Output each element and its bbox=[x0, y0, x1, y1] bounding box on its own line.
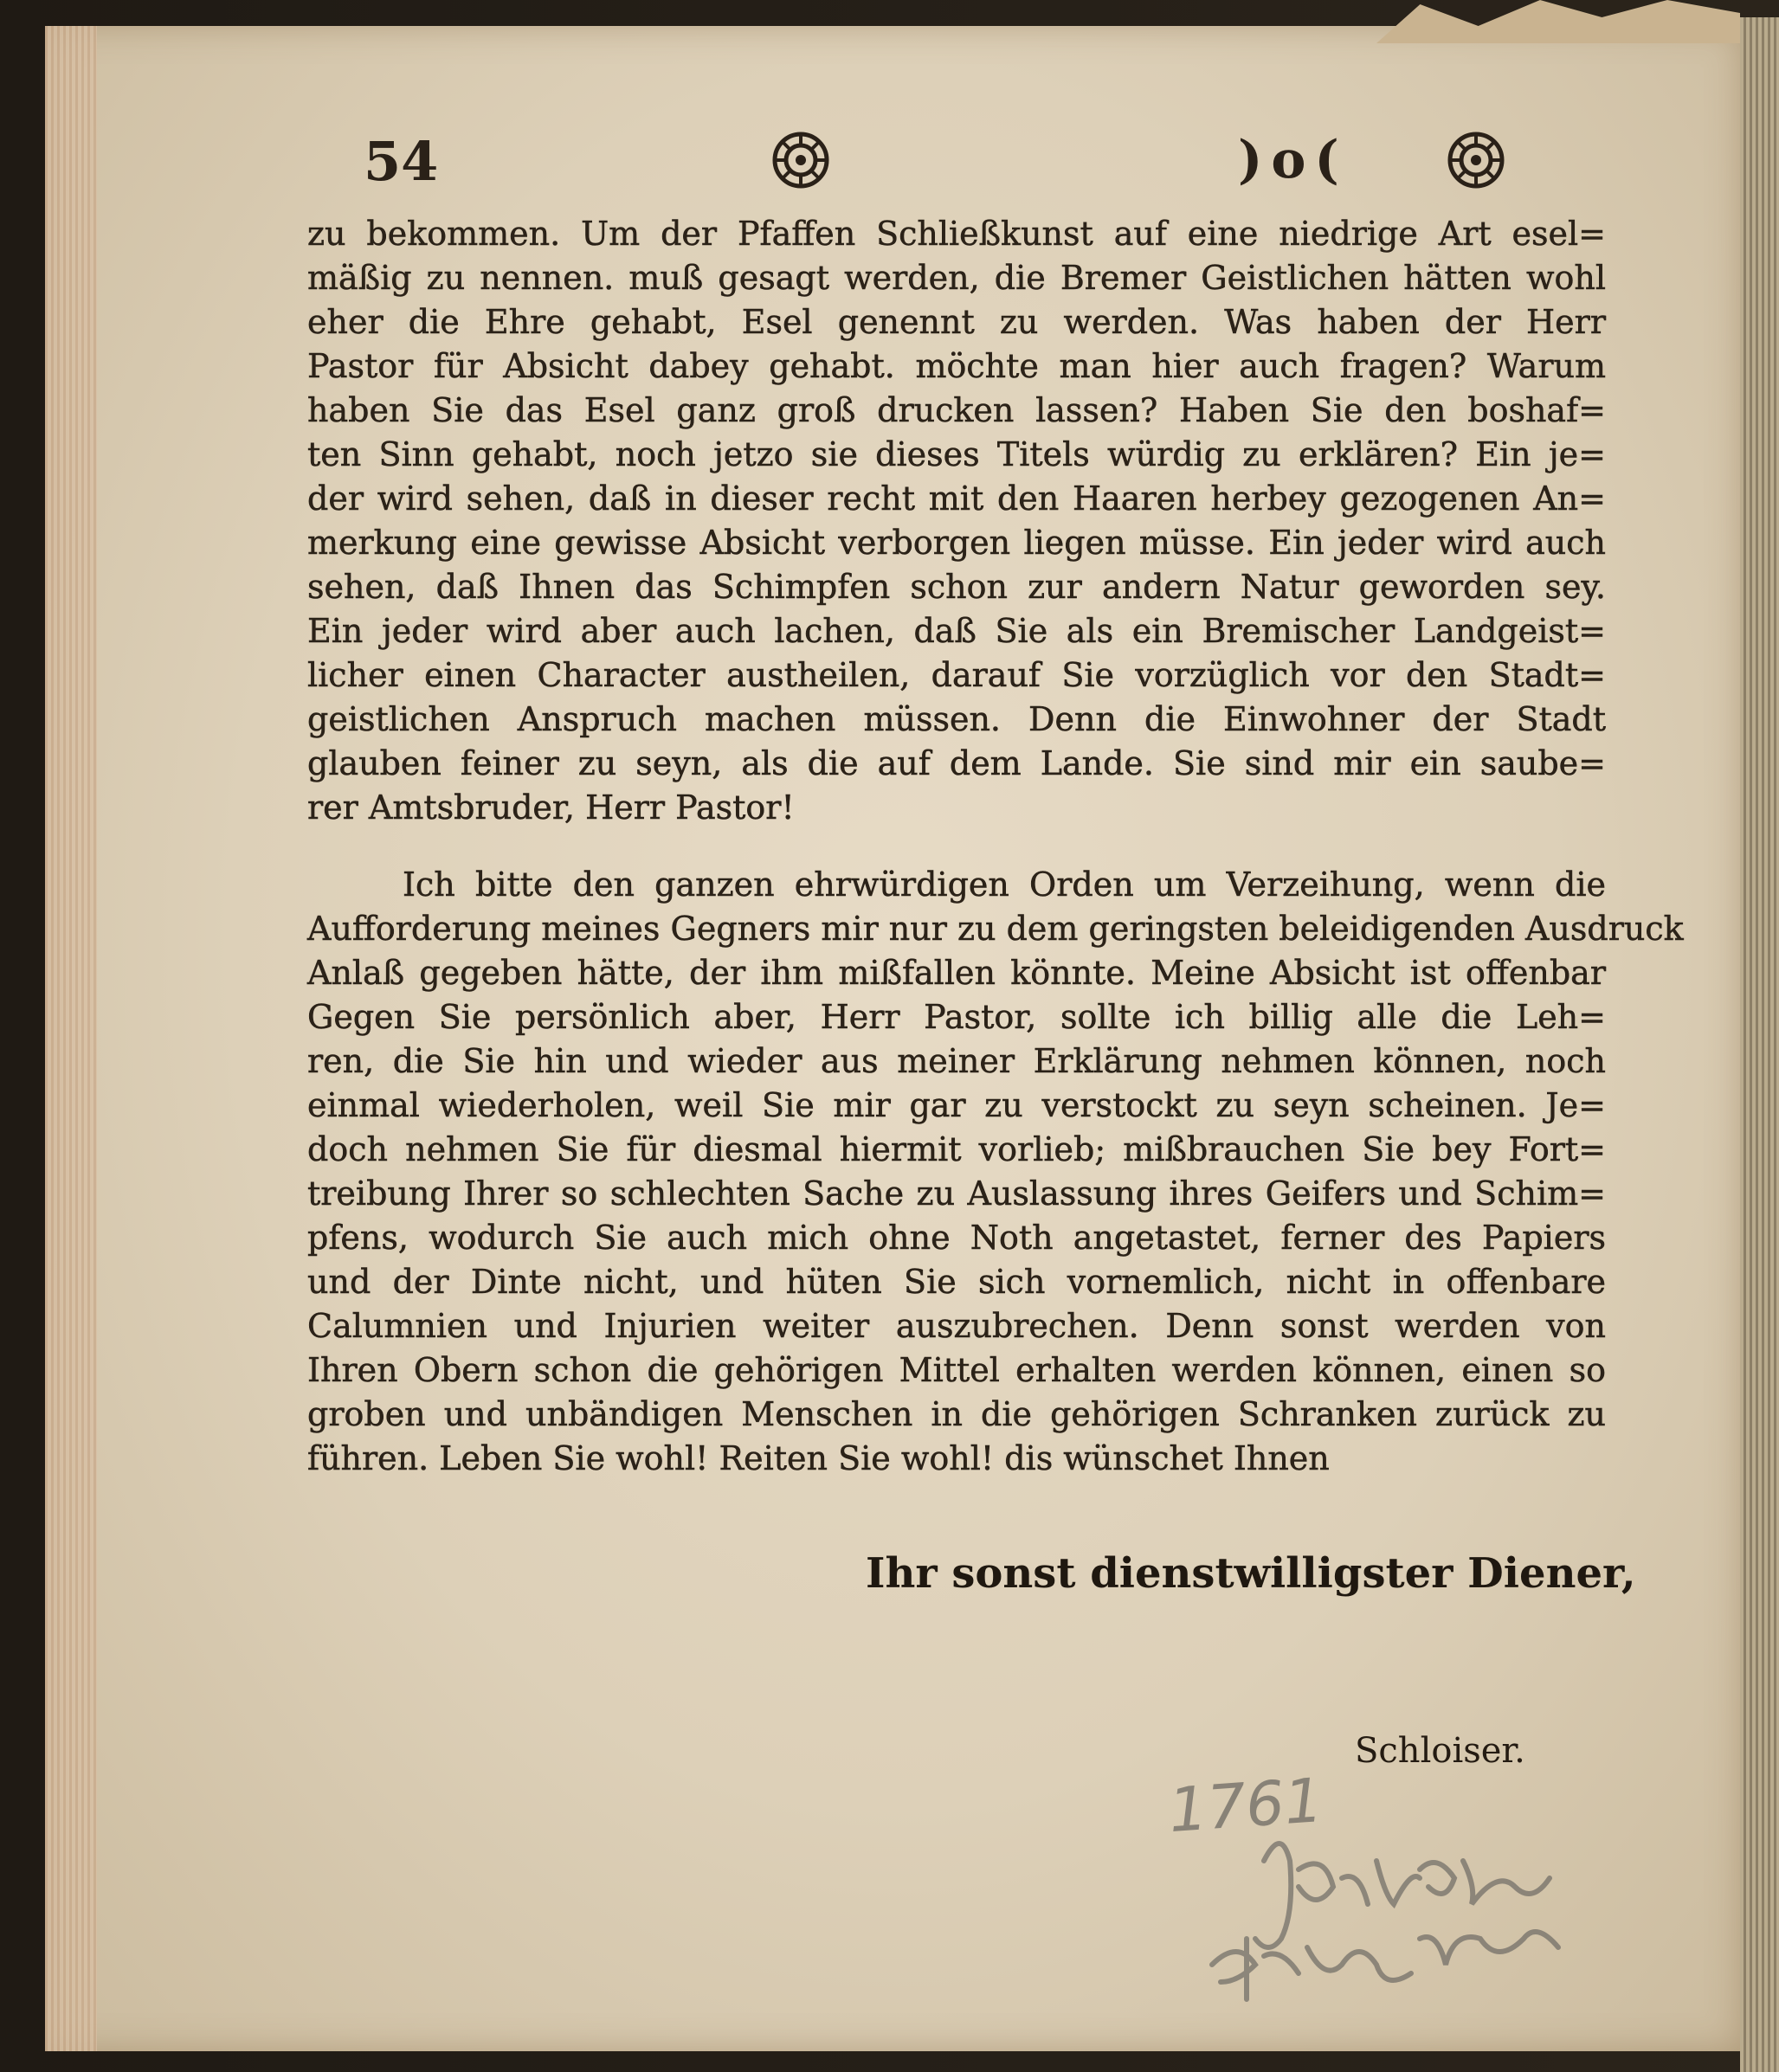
text-line: eher die Ehre gehabt, Esel genennt zu werden. Was haben der Herr bbox=[307, 303, 1606, 341]
page-number: 54 bbox=[364, 130, 439, 193]
text-line: doch nehmen Sie für diesmal hiermit vorlieb; mißbrauchen Sie bey Fort= bbox=[307, 1130, 1606, 1168]
text-line: glauben feiner zu seyn, als die auf dem Lande. Sie sind mir ein saube= bbox=[307, 744, 1606, 782]
paragraph-2 bbox=[307, 863, 1684, 1481]
text-line: treibung Ihrer so schlechten Sache zu Auslassung ihres Geifers und Schim= bbox=[307, 1174, 1606, 1213]
header-mark: )o( bbox=[1238, 130, 1348, 190]
text-line: der wird sehen, daß in dieser recht mit den Haaren herbey gezogenen An= bbox=[307, 479, 1606, 518]
paragraph-1 bbox=[307, 212, 1606, 830]
text-line: pfens, wodurch Sie auch mich ohne Noth angetastet, ferner des Papiers bbox=[307, 1219, 1606, 1257]
text-line: Ein jeder wird aber auch lachen, daß Sie als ein Bremischer Landgeist= bbox=[307, 612, 1606, 650]
rosette-ornament-icon bbox=[1446, 130, 1506, 190]
page-header bbox=[364, 130, 1662, 199]
text-line: licher einen Character austheilen, darauf Sie vorzüglich vor den Stadt= bbox=[307, 656, 1606, 694]
text-line: mäßig zu nennen. muß gesagt werden, die Bremer Geistlichen hätten wohl bbox=[307, 259, 1606, 297]
text-line: haben Sie das Esel ganz groß drucken lassen? Haben Sie den boshaf= bbox=[307, 391, 1606, 429]
text-line: sehen, daß Ihnen das Schimpfen schon zur andern Natur geworden sey. bbox=[307, 568, 1606, 606]
text-line: zu bekommen. Um der Pfaffen Schließkunst auf eine niedrige Art esel= bbox=[307, 215, 1606, 253]
body-text bbox=[307, 212, 1684, 1481]
page-edge-right bbox=[1740, 17, 1779, 2072]
page-edge-left bbox=[45, 26, 97, 2051]
text-line: einmal wiederholen, weil Sie mir gar zu verstockt zu seyn scheinen. Je= bbox=[307, 1086, 1606, 1124]
text-line: rer Amtsbruder, Herr Pastor! bbox=[307, 788, 795, 827]
text-line: Pastor für Absicht dabey gehabt. möchte man hier auch fragen? Warum bbox=[307, 347, 1606, 385]
text-line: geistlichen Anspruch machen müssen. Denn die Einwohner der Stadt bbox=[307, 700, 1606, 738]
text-line: ten Sinn gehabt, noch jetzo sie dieses Titels würdig zu erklären? Ein je= bbox=[307, 435, 1606, 473]
text-line: merkung eine gewisse Absicht verborgen liegen müsse. Ein jeder wird auch bbox=[307, 524, 1606, 562]
pencil-annotation-number: 1761 bbox=[1166, 1764, 1325, 1847]
text-line: Anlaß gegeben hätte, der ihm mißfallen könnte. Meine Absicht ist offenbar bbox=[307, 954, 1606, 992]
closing-formula: Ihr sonst dienstwilligster Diener, bbox=[866, 1549, 1636, 1598]
text-line: ren, die Sie hin und wieder aus meiner Erklärung nehmen können, noch bbox=[307, 1042, 1606, 1080]
text-line: Ich bitte den ganzen ehrwürdigen Orden um Verzeihung, wenn die bbox=[403, 865, 1606, 904]
text-line: Ihren Obern schon die gehörigen Mittel erhalten werden können, einen so bbox=[307, 1351, 1606, 1389]
text-line: Aufforderung meines Gegners mir nur zu dem geringsten beleidigenden Ausdruck bbox=[307, 910, 1684, 948]
text-line: groben und unbändigen Menschen in die gehörigen Schranken zurück zu bbox=[307, 1395, 1606, 1433]
rosette-ornament-icon bbox=[770, 130, 831, 190]
text-line: führen. Leben Sie wohl! Reiten Sie wohl! dis wünschet Ihnen bbox=[307, 1439, 1330, 1477]
text-line: Calumnien und Injurien weiter auszubrechen. Denn sonst werden von bbox=[307, 1307, 1606, 1345]
signature: Schloiser. bbox=[1355, 1731, 1525, 1771]
text-line: und der Dinte nicht, und hüten Sie sich vornemlich, nicht in offenbare bbox=[307, 1263, 1606, 1301]
handwritten-signature bbox=[1160, 1766, 1645, 2025]
text-line: Gegen Sie persönlich aber, Herr Pastor, sollte ich billig alle die Leh= bbox=[307, 998, 1606, 1036]
